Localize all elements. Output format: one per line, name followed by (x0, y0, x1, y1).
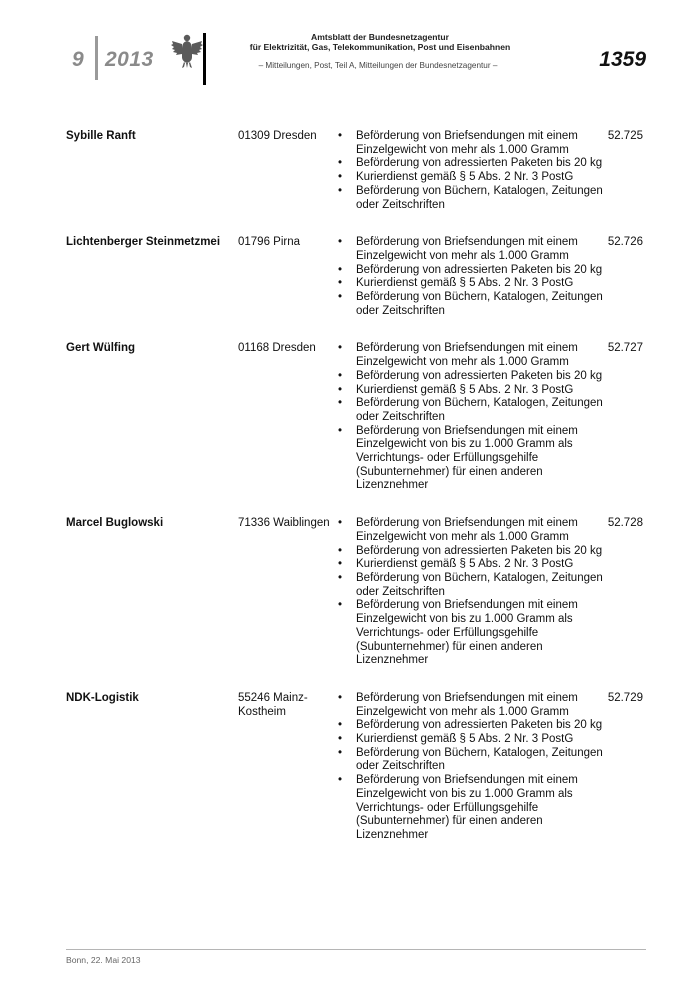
bullet-icon: • (338, 342, 343, 355)
service-list (338, 342, 608, 493)
bullet-icon: • (338, 571, 343, 584)
bullet-icon: • (338, 424, 343, 437)
service-list (338, 692, 608, 843)
emblem-bar (203, 33, 206, 85)
list-item (66, 692, 656, 843)
licensee-place: 01796 Pirna (238, 236, 301, 249)
bullet-icon: • (338, 369, 343, 382)
issue-divider (95, 36, 98, 80)
licensee-name: Gert Wülfing (66, 342, 135, 355)
service-list (338, 130, 608, 212)
service-item: • Beförderung von Briefsendungen mit einem Einzelgewicht von mehr als 1.000 Gramm (338, 342, 578, 369)
footer-date: Bonn, 22. Mai 2013 (66, 955, 141, 965)
bullet-icon: • (338, 691, 343, 704)
publication-title-line1: Amtsblatt der Bundesnetzagentur (311, 32, 449, 42)
licensee-place: 71336 Waiblingen (238, 517, 330, 530)
service-item: • Beförderung von Büchern, Katalogen, Zeitungen oder Zeitschriften (338, 571, 603, 598)
page-header (0, 0, 700, 100)
service-item: • Kurierdienst gemäß § 5 Abs. 2 Nr. 3 PostG (338, 383, 574, 396)
service-item: • Kurierdienst gemäß § 5 Abs. 2 Nr. 3 PostG (338, 171, 574, 184)
list-item (66, 236, 656, 318)
service-item: • Kurierdienst gemäß § 5 Abs. 2 Nr. 3 PostG (338, 558, 574, 571)
licensee-name: Lichtenberger Steinmetzmei (66, 236, 221, 249)
bullet-icon: • (338, 236, 343, 249)
publication-title-line2: für Elektrizität, Gas, Telekommunikation, Post und Eisenbahnen (249, 42, 511, 52)
bullet-icon: • (338, 184, 343, 197)
bullet-icon: • (338, 558, 343, 571)
bullet-icon: • (338, 517, 343, 530)
list-item (66, 342, 656, 493)
service-item: • Beförderung von adressierten Paketen bis 20 kg (338, 544, 603, 557)
service-item: • Beförderung von adressierten Paketen bis 20 kg (338, 369, 603, 382)
service-list (338, 236, 608, 318)
licensee-name: Marcel Buglowski (66, 517, 164, 530)
footer-divider (66, 949, 646, 950)
bullet-icon: • (338, 746, 343, 759)
licence-number: 52.727 (607, 342, 643, 355)
service-item: • Beförderung von Briefsendungen mit einem Einzelgewicht von mehr als 1.000 Gramm (338, 517, 578, 543)
service-item: • Beförderung von adressierten Paketen bis 20 kg (338, 263, 603, 276)
service-list (338, 517, 608, 668)
licence-number: 52.726 (607, 236, 643, 249)
bullet-icon: • (338, 719, 343, 732)
service-item: • Beförderung von Büchern, Katalogen, Zeitungen oder Zeitschriften (338, 746, 603, 773)
licensee-name: Sybille Ranft (66, 130, 136, 142)
licence-list (66, 130, 656, 867)
bullet-icon: • (338, 291, 343, 304)
licensee-place: 55246 Mainz-Kostheim (238, 691, 308, 718)
federal-eagle-icon (170, 33, 204, 69)
bullet-icon: • (338, 397, 343, 410)
licence-number: 52.728 (607, 517, 643, 530)
bullet-icon: • (338, 774, 343, 787)
publication-subtitle: – Mitteilungen, Post, Teil A, Mitteilungen der Bundesnetzagentur – (258, 61, 498, 70)
service-item: • Beförderung von Briefsendungen mit einem Einzelgewicht von bis zu 1.000 Gramm als Verrichtungs- oder Erfüllungsgehilfe (Subunternehmer) für einen anderen Lizenznehmer (338, 774, 578, 841)
service-item: • Beförderung von Briefsendungen mit einem Einzelgewicht von mehr als 1.000 Gramm (338, 691, 578, 718)
service-item: • Beförderung von adressierten Paketen bis 20 kg (338, 157, 603, 170)
bullet-icon: • (338, 599, 343, 612)
bullet-icon: • (338, 171, 343, 184)
licence-number: 52.725 (607, 130, 643, 142)
service-item: • Beförderung von Briefsendungen mit einem Einzelgewicht von bis zu 1.000 Gramm als Verrichtungs- oder Erfüllungsgehilfe (Subunternehmer) für einen anderen Lizenznehmer (338, 599, 578, 667)
service-item: • Beförderung von Briefsendungen mit einem Einzelgewicht von bis zu 1.000 Gramm als Verrichtungs- oder Erfüllungsgehilfe (Subunternehmer) für einen anderen Lizenznehmer (338, 424, 578, 492)
bullet-icon: • (338, 544, 343, 557)
licensee-name: NDK-Logistik (66, 691, 139, 704)
issue-number: 9 (72, 48, 85, 71)
service-item: • Beförderung von Briefsendungen mit einem Einzelgewicht von mehr als 1.000 Gramm (338, 236, 578, 262)
bullet-icon: • (338, 383, 343, 396)
licence-number: 52.729 (607, 691, 643, 704)
service-item: • Beförderung von Büchern, Katalogen, Zeitungen oder Zeitschriften (338, 291, 603, 317)
bullet-icon: • (338, 277, 343, 290)
bullet-icon: • (338, 130, 343, 142)
service-item: • Kurierdienst gemäß § 5 Abs. 2 Nr. 3 PostG (338, 277, 574, 290)
service-item: • Beförderung von Büchern, Katalogen, Zeitungen oder Zeitschriften (338, 184, 603, 211)
bullet-icon: • (338, 263, 343, 276)
page-number: 1359 (599, 48, 646, 71)
list-item (66, 517, 656, 668)
licensee-place: 01309 Dresden (238, 130, 317, 142)
service-item: • Beförderung von Büchern, Katalogen, Zeitungen oder Zeitschriften (338, 397, 603, 423)
service-item: • Kurierdienst gemäß § 5 Abs. 2 Nr. 3 PostG (338, 733, 574, 746)
licensee-place: 01168 Dresden (238, 342, 316, 355)
bullet-icon: • (338, 157, 343, 170)
service-item: • Beförderung von adressierten Paketen bis 20 kg (338, 719, 603, 732)
issue-year: 2013 (105, 48, 154, 71)
list-item (66, 130, 656, 212)
service-item: • Beförderung von Briefsendungen mit einem Einzelgewicht von mehr als 1.000 Gramm (338, 130, 578, 156)
bullet-icon: • (338, 733, 343, 746)
